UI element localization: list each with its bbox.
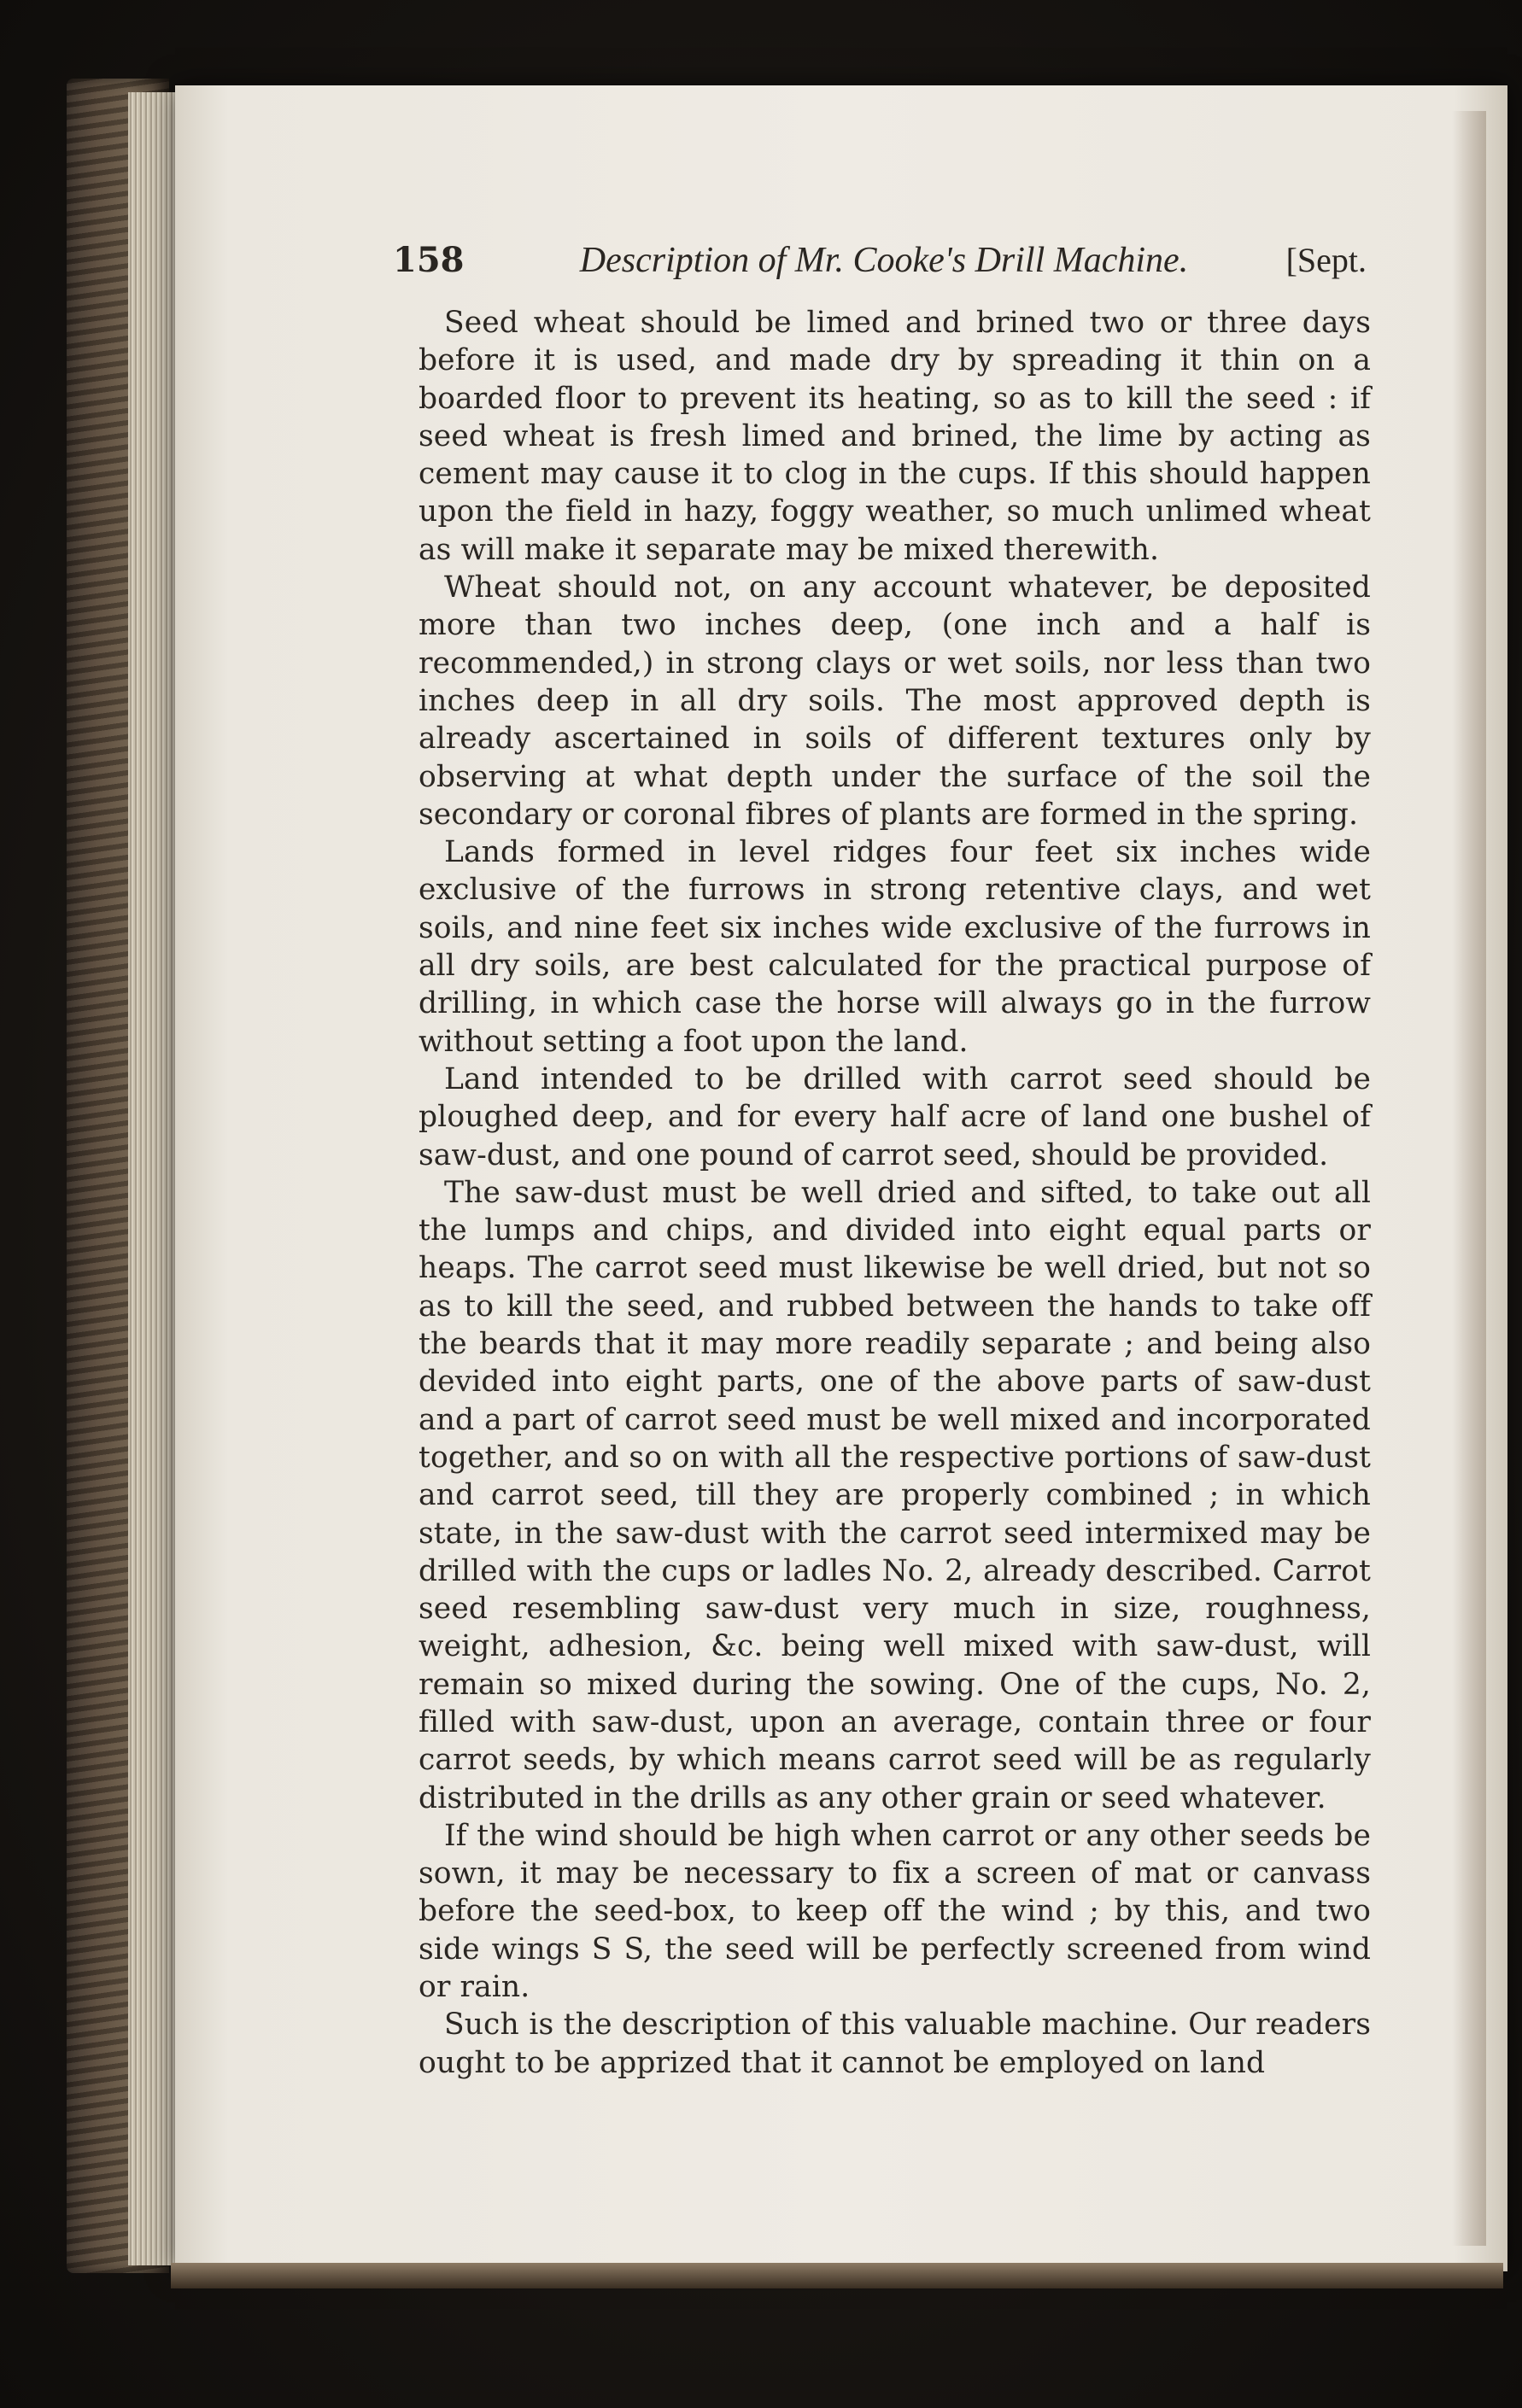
page-text bbox=[393, 239, 1371, 2082]
paragraph-wind: If the wind should be high when carrot or any other seeds be sown, it may be necessary to fix a screen of mat or canvass before the seed-box, to keep off the wind ; by this, and two side wings S S, the seed will be perfectly screened from wind or rain. bbox=[419, 1818, 1371, 2005]
page-bottom-edge bbox=[171, 2263, 1503, 2288]
page-gutter-shadow bbox=[1452, 111, 1486, 2246]
running-title: Description of Mr. Cooke's Drill Machine. bbox=[579, 241, 1189, 280]
paragraph-seed-wheat: Seed wheat should be limed and brined two or three days before it is used, and made dry by spreading it thin on a boarded floor to prevent its heating, so as to kill the seed : if seed wheat is fresh limed and brined, the lime by acting as cement may cause it to clog in the cups. If this should happen upon the field in hazy, foggy weather, so much unlimed wheat as will make it separate may be mixed therewith. bbox=[419, 306, 1371, 567]
paragraph-conclusion: Such is the description of this valuable machine. Our readers ought to be apprized that it cannot be employed on land bbox=[419, 2008, 1371, 2080]
paragraph-saw-dust: The saw-dust must be well dried and sifted, to take out all the lumps and chips, and divided into eight equal parts or heaps. The carrot seed must likewise be well dried, but not so as to kill the seed, and rubbed between the hands to take off the beards that it may more readily separate ; and being also devided into eight parts, one of the above parts of saw-dust and a part of carrot seed must be well mixed and incorporated together, and so on with all the respective portions of saw-dust and carrot seed, till they are properly combined ; in which state, in the saw-dust with the carrot seed intermixed may be drilled with the cups or ladles No. 2, already described. Carrot seed resembling saw-dust very much in size, roughness, weight, adhesion, &c. being well mixed with saw-dust, will remain so mixed during the sowing. One of the cups, No. 2, filled with saw-dust, upon an average, contain three or four carrot seeds, by which means carrot seed will be as regularly distributed in the drills as any other grain or seed whatever. bbox=[419, 1175, 1371, 1815]
paragraph-carrot-land: Land intended to be drilled with carrot seed should be ploughed deep, and for every half acre of land one bushel of saw-dust, and one pound of carrot seed, should be provided. bbox=[419, 1061, 1371, 1172]
running-month: [Sept. bbox=[1285, 241, 1367, 279]
page-number: 158 bbox=[393, 240, 465, 280]
paragraph-ridges: Lands formed in level ridges four feet six inches wide exclusive of the furrows in strong retentive clays, and wet soils, and nine feet six inches wide exclusive of the furrows in all dry soils, are best calculated for the practical purpose of drilling, in which case the horse will always go in the furrow without setting a foot upon the land. bbox=[419, 835, 1371, 1059]
paragraph-depth: Wheat should not, on any account whatever, be deposited more than two inches deep, (one inch and a half is recommended,) in strong clays or wet soils, nor less than two inches deep in all dry soils. The most approved depth is already ascertained in soils of different textures only by observing at what depth under the surface of the soil the secondary or coronal fibres of plants are formed in the spring. bbox=[419, 570, 1371, 832]
running-head bbox=[393, 239, 1367, 282]
page-stack-edge bbox=[128, 92, 179, 2265]
